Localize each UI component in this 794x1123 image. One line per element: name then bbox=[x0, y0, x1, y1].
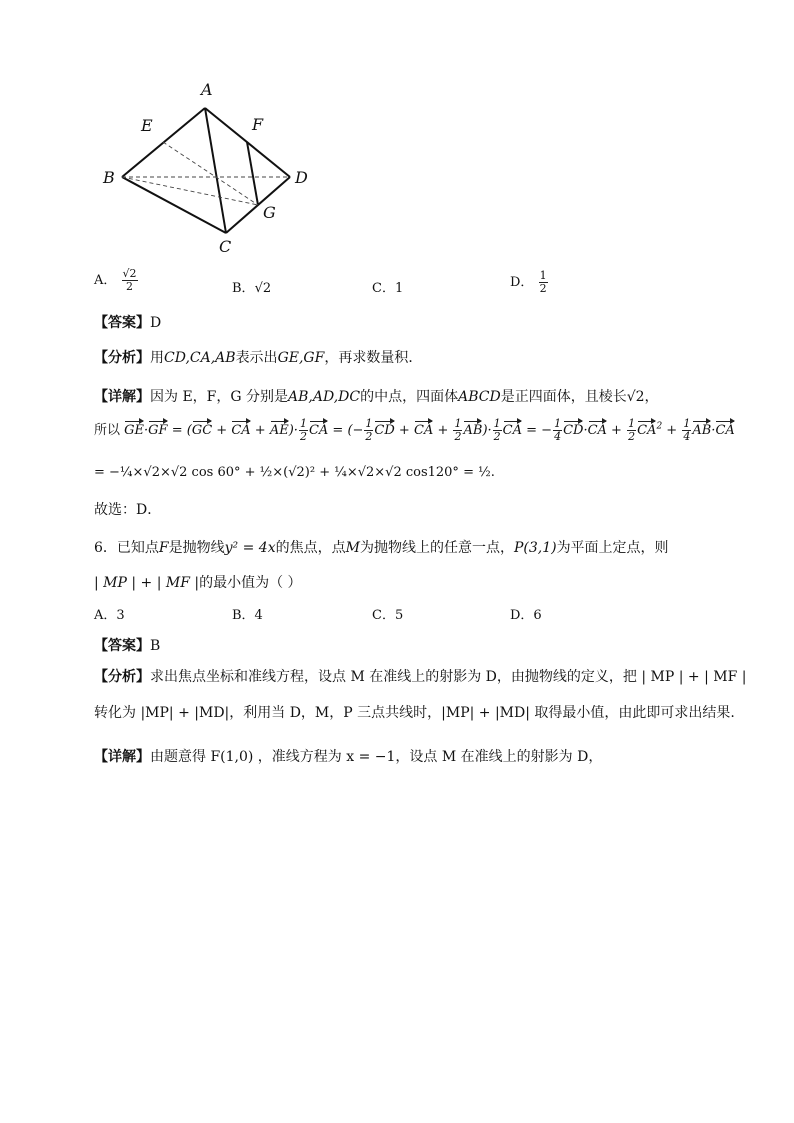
q5-option-a-den: 2 bbox=[126, 280, 134, 293]
tetrahedron-figure bbox=[95, 75, 325, 260]
q5-option-c[interactable] bbox=[372, 277, 403, 296]
q6-answer-line bbox=[94, 635, 160, 655]
q6-stem-i: 为平面上定点，则 bbox=[556, 540, 669, 556]
q6-answer-tag: 【答案】 bbox=[94, 638, 150, 654]
vertex-label-c: C bbox=[219, 237, 232, 256]
q6-analysis-line-1 bbox=[94, 666, 746, 686]
q5-detail-1a: 因为 E，F，G 分别是 bbox=[150, 389, 289, 405]
q5-detail-1g: ， bbox=[644, 389, 659, 405]
edge-bc bbox=[122, 177, 226, 233]
q5-option-c-letter: C． bbox=[372, 281, 395, 296]
q5-detail-line-3 bbox=[94, 465, 495, 480]
q5-detail-3-text: = −¼×√2×√2 cos 60° + ½×(√2)² + ¼×√2×√2 cos120° = ½. bbox=[94, 465, 495, 480]
vertex-label-d: D bbox=[295, 168, 308, 187]
segment-eg-dashed bbox=[163, 142, 258, 205]
q5-analysis-pre: 用 bbox=[150, 350, 164, 366]
q6-stem-line-2b: 的最小值为（ ） bbox=[199, 575, 302, 591]
q5-option-a-num: √2 bbox=[122, 267, 137, 280]
q6-analysis-line-2: 转化为 |MP| + |MD|，利用当 D，M，P 三点共线时，|MP| + |MD| 取得最小值，由此即可求出结果. bbox=[94, 705, 735, 721]
q6-analysis-tag: 【分析】 bbox=[94, 669, 150, 685]
edge-ac bbox=[205, 108, 226, 233]
q6-stem-d: y² = 4x bbox=[224, 540, 276, 556]
q5-analysis-mid: 表示出 bbox=[235, 350, 278, 366]
q6-stem-a: 6．已知点 bbox=[94, 540, 159, 556]
q5-option-a[interactable] bbox=[94, 268, 139, 293]
q5-option-b-letter: B． bbox=[232, 281, 255, 296]
vertex-label-e: E bbox=[141, 116, 153, 135]
q5-detail-1b: AB,AD,DC bbox=[288, 389, 361, 405]
q5-option-c-value: 1 bbox=[394, 281, 404, 296]
q5-option-d[interactable] bbox=[510, 270, 549, 295]
vertex-label-g: G bbox=[263, 203, 276, 222]
q5-option-d-letter: D． bbox=[510, 275, 534, 290]
q5-detail-1c: 的中点，四面体 bbox=[360, 389, 459, 405]
q6-option-a[interactable]: A．3 bbox=[94, 608, 125, 623]
q5-conclusion: 故选：D． bbox=[94, 502, 162, 518]
vertex-label-f: F bbox=[252, 115, 264, 134]
q6-stem-line-2a: | MP | + | MF | bbox=[94, 575, 200, 591]
q5-option-d-fraction bbox=[539, 270, 548, 295]
q5-analysis-post: ，再求数量积． bbox=[324, 350, 423, 366]
q6-detail-line bbox=[94, 746, 602, 766]
q6-stem-f: M bbox=[345, 540, 360, 556]
dashed-edges bbox=[122, 142, 290, 205]
q5-analysis-vectors-2: GE,GF bbox=[277, 350, 325, 366]
q5-detail-1d: ABCD bbox=[458, 389, 501, 405]
q5-detail-2-pre: 所以 bbox=[94, 423, 121, 438]
q5-detail-tag: 【详解】 bbox=[94, 389, 150, 405]
segment-fg bbox=[247, 142, 258, 205]
q5-detail-1e: 是正四面体，且棱长 bbox=[500, 389, 627, 405]
q5-vector-equation: GE·GF = (GC + CA + AE)· $\frac{1}{2}$ CA = (− $\frac{1}{2}$ CD + CA + $\frac{1}{2}$ AB)· $\frac{1}{2}$ CA = − $\frac{1}{4}$ CD·CA + $\frac{1}{2}$ $CA^2$ + $\frac{1}{4}$ AB·CA bbox=[124, 417, 735, 443]
q6-answer-value: B bbox=[150, 638, 161, 654]
q5-option-d-num: 1 bbox=[539, 269, 547, 282]
q5-option-a-letter: A． bbox=[94, 273, 117, 288]
q6-stem-c: 是抛物线 bbox=[168, 540, 225, 556]
q6-stem-e: 的焦点，点 bbox=[275, 540, 346, 556]
q5-option-b-value: √2 bbox=[254, 281, 272, 296]
q6-option-d[interactable]: D．6 bbox=[510, 608, 542, 623]
vertex-label-a: A bbox=[201, 80, 213, 99]
q6-detail-text: 由题意得 F(1,0) ，准线方程为 x = −1，设点 M 在准线上的射影为 D， bbox=[150, 749, 603, 765]
q6-option-b[interactable]: B．4 bbox=[232, 608, 263, 623]
q6-stem-g: 为抛物线上的任意一点， bbox=[359, 540, 514, 556]
q5-analysis-tag: 【分析】 bbox=[94, 350, 150, 366]
q6-stem-line-2 bbox=[94, 572, 302, 592]
q6-stem-line-1 bbox=[94, 537, 669, 557]
q5-analysis-vectors: CD,CA,AB bbox=[164, 350, 236, 366]
q5-option-a-fraction bbox=[122, 268, 138, 293]
q5-detail-1f: √2 bbox=[626, 389, 645, 405]
q6-detail-tag: 【详解】 bbox=[94, 749, 150, 765]
q5-detail-line-2 bbox=[94, 418, 735, 443]
q5-detail-line-1 bbox=[94, 386, 659, 406]
vertex-label-b: B bbox=[103, 168, 115, 187]
segment-bg-dashed bbox=[122, 177, 258, 205]
q6-stem-h: P(3,1) bbox=[513, 540, 557, 556]
q5-answer-line bbox=[94, 312, 161, 332]
q5-option-d-den: 2 bbox=[539, 282, 547, 295]
q5-analysis-line bbox=[94, 347, 422, 367]
q5-answer-value: D bbox=[150, 315, 162, 331]
q5-option-b[interactable] bbox=[232, 277, 271, 296]
q6-stem-b: F bbox=[158, 540, 169, 556]
q6-analysis-text-1: 求出焦点坐标和准线方程，设点 M 在准线上的射影为 D，由抛物线的定义，把 | MP | + | MF | bbox=[150, 669, 747, 685]
q6-option-c[interactable]: C．5 bbox=[372, 608, 404, 623]
q5-answer-tag: 【答案】 bbox=[94, 315, 150, 331]
